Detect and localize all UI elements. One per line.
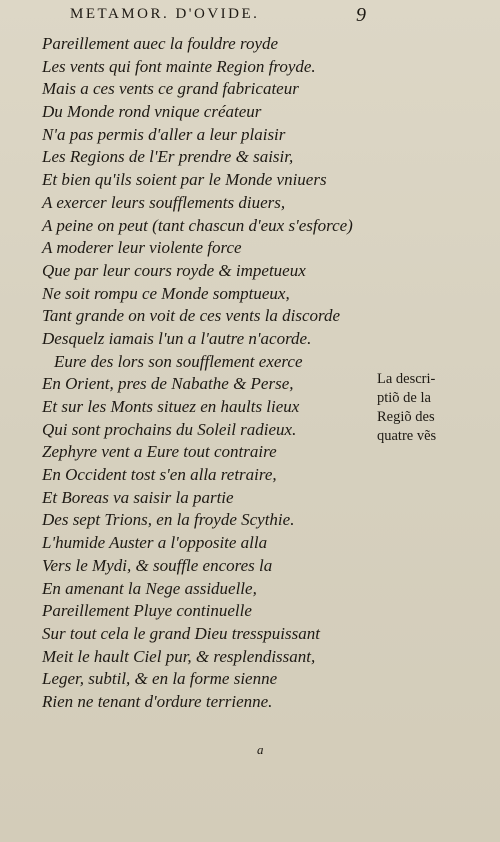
- margin-note-line: Regiõ des: [377, 409, 435, 425]
- verse-line: N'a pas permis d'aller a leur plaisir: [42, 124, 286, 144]
- verse-block: [42, 33, 382, 714]
- verse-line: Les vents qui font mainte Region froyde.: [42, 56, 316, 76]
- verse-line: Zephyre vent a Eure tout contraire: [42, 442, 277, 462]
- margin-note-line: quatre vẽs: [377, 428, 437, 444]
- verse-line: Leger, subtil, & en la forme sienne: [42, 669, 278, 689]
- verse-line: Les Regions de l'Er prendre & saisir,: [42, 147, 294, 167]
- verse-line: Rien ne tenant d'ordure terrienne.: [42, 691, 273, 711]
- verse-line: Et sur les Monts situez en haults lieux: [42, 397, 300, 416]
- margin-note-line: La descri-: [377, 371, 436, 387]
- verse-line: Pareillement Pluye continuelle: [42, 601, 252, 621]
- verse-line: A exercer leurs soufflements diuers,: [42, 192, 286, 212]
- verse-line: En Orient, pres de Nabathe & Perse,: [42, 374, 294, 394]
- verse-line: Pareillement auec la fouldre royde: [42, 34, 279, 53]
- verse-line: Et bien qu'ils soient par le Monde vniuers: [42, 170, 327, 190]
- verse-line: Et Boreas va saisir la partie: [42, 487, 234, 507]
- verse-line: Mais a ces vents ce grand fabricateur: [42, 79, 299, 99]
- verse-line: Que par leur cours royde & impetueux: [42, 260, 306, 280]
- verse-line: Sur tout cela le grand Dieu tresspuissant: [42, 623, 320, 643]
- verse-line: Tant grande on voit de ces vents la discorde: [42, 306, 341, 326]
- verse-line: Vers le Mydi, & souffle encores la: [42, 555, 273, 575]
- verse-line: Ne soit rompu ce Monde somptueux,: [42, 283, 290, 303]
- verse-line: Meit le hault Ciel pur, & resplendissant,: [42, 646, 316, 666]
- verse-line: A moderer leur violente force: [42, 238, 242, 258]
- verse-line: Des sept Trions, en la froyde Scythie.: [42, 510, 295, 530]
- margin-note-line: ptiõ de la: [377, 390, 431, 406]
- running-title: METAMOR. D'OVIDE.: [70, 6, 260, 22]
- verse-line: En amenant la Nege assiduelle,: [42, 578, 257, 598]
- verse-line: En Occident tost s'en alla retraire,: [42, 465, 277, 485]
- verse-line: L'humide Auster a l'opposite alla: [42, 533, 268, 553]
- margin-note: [377, 370, 477, 446]
- verse-line: Eure des lors son soufflement exerce: [54, 351, 303, 371]
- verse-line: Du Monde rond vnique créateur: [42, 102, 262, 122]
- verse-line: Qui sont prochains du Soleil radieux.: [42, 419, 297, 439]
- verse-line: Desquelz iamais l'un a l'autre n'acorde.: [42, 328, 312, 348]
- signature-mark: a: [257, 742, 264, 757]
- verse-line: A peine on peut (tant chascun d'eux s'esforce): [42, 215, 353, 235]
- page-number: 9: [356, 4, 366, 26]
